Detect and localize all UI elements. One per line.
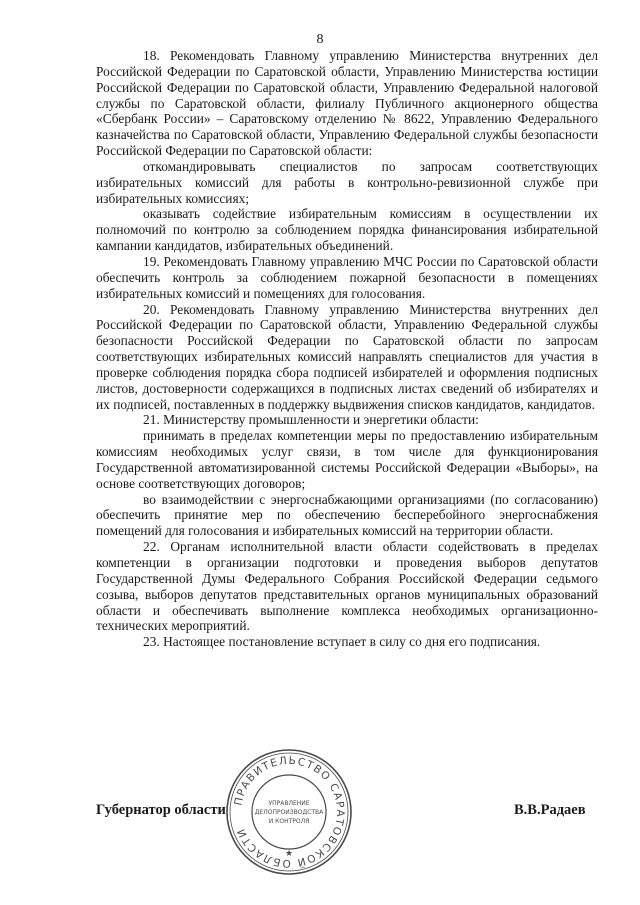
paragraph-19: 19. Рекомендовать Главному управлению МЧС России по Саратовской области обеспечить контроль за соблюдением пожарной безопасности в помещениях избирательных комиссий и помещениях для голосования. bbox=[96, 253, 598, 301]
paragraph-18: 18. Рекомендовать Главному управлению Министерства внутренних дел Российской Федерации по Саратовской области, Управлению Министерства юстиции Российской Федерации по Саратовской области, Управлению Федеральной налоговой службы по Саратовской области, филиалу Публичного акционерного общества «Сбербанк России» – Саратовскому отделению № 8622, Управлению Федерального казначейства по Саратовской области, Управлению Федеральной службы безопасности Российской Федерации по Саратовской области: bbox=[96, 48, 598, 159]
document-body bbox=[96, 48, 598, 650]
paragraph-23: 23. Настоящее постановление вступает в силу со дня его подписания. bbox=[143, 634, 541, 650]
paragraph-21-item-1: принимать в пределах компетенции меры по предоставлению избирательным комиссиям необходимых услуг связи, в том числе для функционирования Государственной автоматизированной системы Российской Федерации «Выборы», на основе соответствующих договоров; bbox=[96, 428, 598, 491]
seal-star-icon: ★ bbox=[284, 849, 294, 859]
paragraph-21: 21. Министерству промышленности и энергетики области: bbox=[143, 412, 479, 428]
paragraph-18-item-2: оказывать содействие избирательным комиссиям в осуществлении их полномочий по контролю за соблюдением порядка финансирования избирательной кампании кандидатов, избирательных объединений. bbox=[96, 206, 598, 254]
paragraph-21-item-2: во взаимодействии с энергоснабжающими организациями (по согласованию) обеспечить принятие мер по обеспечению бесперебойного энергоснабжения помещений для голосования и избирательных комиссий на территории области. bbox=[96, 491, 598, 539]
official-seal bbox=[225, 748, 353, 876]
seal-inner-line-2: ДЕЛОПРОИЗВОДСТВА bbox=[254, 809, 324, 816]
page-number: 8 bbox=[316, 32, 324, 47]
seal-inner-line-1: УПРАВЛЕНИЕ bbox=[268, 800, 310, 807]
paragraph-18-item-1: откомандировывать специалистов по запросам соответствующих избирательных комиссий для работы в контрольно-ревизионной службе при избирательных комиссиях; bbox=[96, 158, 598, 206]
signature-name: В.В.Радаев bbox=[514, 802, 586, 818]
seal-inner-line-3: И КОНТРОЛЯ bbox=[268, 818, 310, 825]
signature-title: Губернатор области bbox=[96, 802, 226, 818]
seal-outer-text: ПРАВИТЕЛЬСТВО САРАТОВСКОЙ ОБЛАСТИ bbox=[232, 754, 347, 870]
paragraph-22: 22. Органам исполнительной власти области содействовать в пределах компетенции в организации подготовки и проведения выборов депутатов Государственной Думы Федерального Собрания Российской Федерации седьмого созыва, выборов депутатов представительных органов муниципальных образований области и обеспечивать выполнение комплекса необходимых организационно-технических мероприятий. bbox=[96, 539, 598, 634]
paragraph-20: 20. Рекомендовать Главному управлению Министерства внутренних дел Российской Федерации по Саратовской области, Управлению Федеральной службы безопасности Российской Федерации по Саратовской области по запросам соответствующих избирательных комиссий направлять специалистов для участия в проверке соблюдения порядка сбора подписей избирателей и оформления подписных листов, достоверности содержащихся в подписных листах сведений об избирателях и их подписей, поставленных в поддержку выдвижения списков кандидатов, кандидатов. bbox=[96, 301, 598, 412]
